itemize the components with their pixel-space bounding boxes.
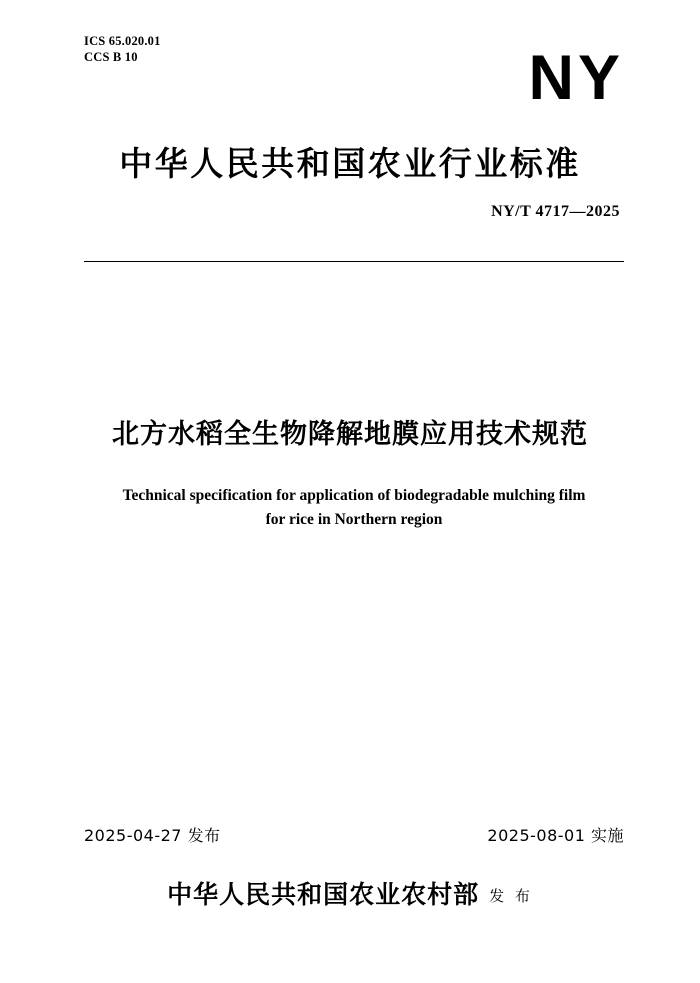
issuer-verb: 发 布: [489, 887, 533, 905]
document-title-chinese: 北方水稻全生物降解地膜应用技术规范: [112, 419, 588, 450]
issue-date: 2025-04-27 发布: [84, 826, 221, 845]
ics-code: ICS 65.020.01: [84, 34, 161, 48]
effective-date: 2025-08-01 实施: [487, 826, 624, 845]
document-title-english: [120, 484, 588, 532]
classification-block: [84, 33, 161, 65]
document-title-english-line-1: Technical specification for application of biodegradable mulching film: [122, 487, 586, 504]
issuer-name: 中华人民共和国农业农村部: [167, 880, 480, 909]
standard-series-title: 中华人民共和国农业行业标准: [119, 144, 581, 183]
date-row: [84, 823, 624, 846]
issuing-authority: [0, 875, 700, 911]
document-title-english-line-2: for rice in Northern region: [265, 511, 443, 529]
ccs-code: CCS B 10: [84, 50, 138, 64]
standard-number: NY/T 4717—2025: [491, 203, 620, 220]
header-divider: [84, 261, 624, 262]
ny-logo: NY: [528, 43, 624, 113]
